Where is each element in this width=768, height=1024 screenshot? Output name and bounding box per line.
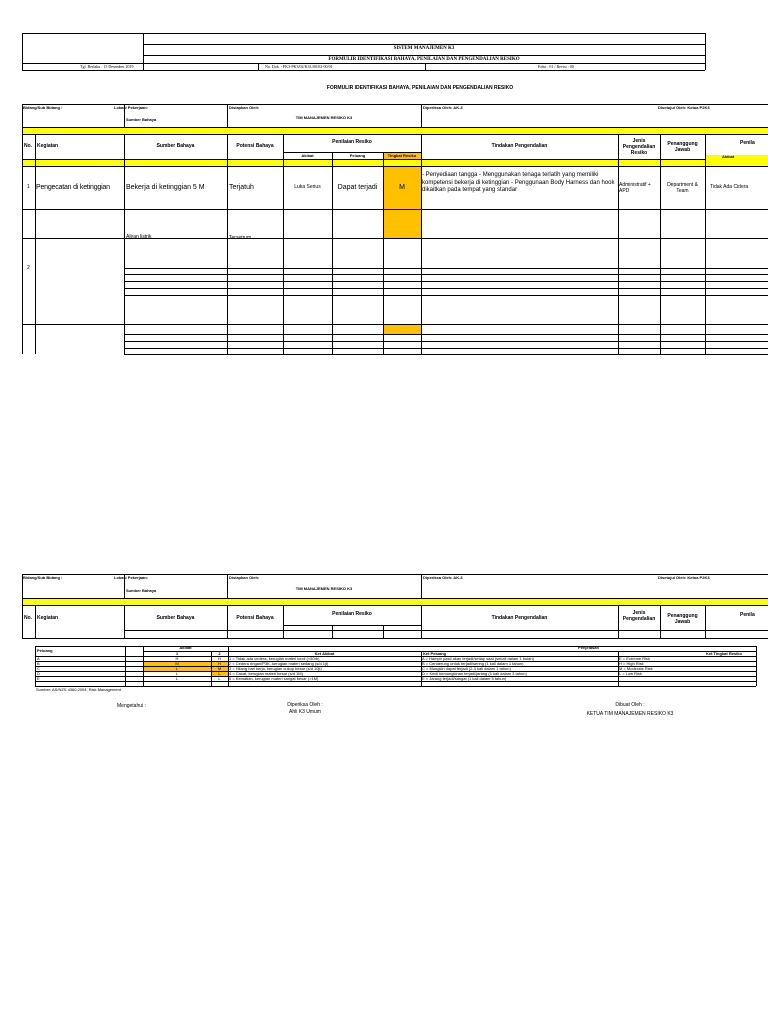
document-number: No. Dok. : FK3-PK3/02/K3L/00/02-00/01 <box>265 64 333 69</box>
disetujui-label: Disetujui Oleh: Ketua P2K3 <box>658 105 710 110</box>
peluang-note: A = Hampir pasti akan terjadi/setiap saat (sekali dalam 1 bulan) <box>422 656 534 661</box>
bidang-label: Bidang/Sub Bidang : <box>23 105 63 110</box>
legend-peluang: Peluang <box>37 648 53 653</box>
legend-val1: L <box>175 671 179 676</box>
p2-col-penanggung: Penanggung Jawab <box>667 613 698 625</box>
col-penilaian-cut: Penila <box>740 140 755 146</box>
legend-letter: E <box>37 676 40 681</box>
col-penanggung: Penanggung Jawab <box>667 141 698 153</box>
p2-disiapkan: Disiapkan Oleh: <box>229 575 260 580</box>
diperiksa-role: Ahli K3 Umum <box>289 709 321 715</box>
legend-val2: L <box>218 671 221 676</box>
akibat-note: 3 = Hilang hari kerja, kerugian cukup besar (s/d 10jt) <box>229 666 322 671</box>
legend-letter: D <box>37 671 40 676</box>
p2-col-jenis: Jenis Pengendalian <box>622 610 656 622</box>
row1-tindakan: - Penyediaan tangga - Menggunakan tenaga terlatih yang memiliki kompetensi bekerja di ketinggian - Penggunaan Body Harness dan hook dikaitkan pada tempat yang standar <box>422 172 615 193</box>
legend-col2: 2 <box>218 651 221 656</box>
legend-val1: H <box>175 656 179 661</box>
row2-no: 2 <box>27 265 30 271</box>
legend-akibat: Akibat <box>179 645 192 650</box>
akibat-note: 4 = Cacat, kerugian materi besar (s/d 1M) <box>229 671 303 676</box>
row1-tingkat: M <box>399 184 405 191</box>
p2-tim: TIM MANAJEMEN RESIKO K3 <box>295 586 353 591</box>
sumber-bahaya-label: Sumber Bahaya <box>126 117 157 122</box>
legend-val1: L <box>175 666 179 671</box>
col-tingkat: Tingkat Resiko <box>387 153 417 158</box>
document-title: FORMULIR IDENTIFIKASI BAHAYA, PENILAIAN DAN PENGENDALIAN RESIKO <box>326 85 514 91</box>
row1-penanggung: Department & Team <box>667 182 698 194</box>
p2-lokasi: Lokasi Pekerjaan: <box>114 575 149 580</box>
row1-jenis: Administratif + APD <box>619 182 651 194</box>
legend-letter: A <box>37 656 40 661</box>
tim-label: TIM MANAJEMEN RESIKO K3 <box>295 115 353 120</box>
p2-bidang: Bidang/Sub Bidang : <box>23 575 63 580</box>
row1b-sumber: Aliran listrik <box>126 234 152 240</box>
legend-val1: L <box>175 676 179 681</box>
p2-col-penilaian-cut: Penila <box>740 612 755 618</box>
row1-sumber: Bekerja di ketinggian 5 M <box>126 184 205 191</box>
mengetahui-label: Mengetahui : <box>117 703 146 709</box>
col-akibat-2: Akibat <box>722 154 735 159</box>
legend-letter: B <box>37 661 40 666</box>
diperiksa-label: Diperiksa Oleh: AK-3 <box>423 105 463 110</box>
tingkat-note: H = High Risk <box>619 661 644 666</box>
col-akibat: Akibat <box>301 153 314 158</box>
row1b-potensi: Tersetrum <box>229 235 252 241</box>
p2-col-tindakan: Tindakan Pengendalian <box>491 615 548 621</box>
legend-val1: M <box>175 661 179 666</box>
tingkat-note: L = Low Risk <box>619 671 642 676</box>
edition-revision: Edisi : 01 / Revisi : 00 <box>538 64 574 69</box>
legend-letter: C <box>37 666 40 671</box>
tingkat-note: E = Extreme Risk <box>619 656 651 661</box>
p2-col-kegiatan: Kegiatan <box>37 615 59 621</box>
row1-no: 1 <box>27 184 30 190</box>
effective-date: Tgl. Berlaku : 15 Desember 2019 <box>80 64 134 69</box>
col-sumber-bahaya: Sumber Bahaya <box>156 143 195 149</box>
legend-val2: H <box>218 661 221 666</box>
form-title: FORMULIR IDENTIFIKASI BAHAYA, PENILAIAN DAN PENGENDALIAN RESIKO <box>328 57 520 62</box>
row1-kegiatan: Pengecatan di ketinggian <box>36 184 110 191</box>
row1-tail: Tidak Ada Cidera <box>710 184 749 190</box>
akibat-note: 5 = Kematian, kerugian materi sangat besar (>1M) <box>229 676 319 681</box>
p2-col-sumber: Sumber Bahaya <box>156 615 195 621</box>
disiapkan-label: Disiapkan Oleh: <box>229 105 260 110</box>
col-kegiatan: Kegiatan <box>37 143 59 149</box>
diperiksa-sign-label: Diperiksa Oleh : <box>287 702 323 708</box>
peluang-note: B = Cenderung untuk terjadi/sering (1 kali dalam 1 tahun) <box>422 661 524 666</box>
dibuat-label: Dibuat Oleh : <box>615 702 645 708</box>
tingkat-note: M = Moderate Risk <box>619 666 653 671</box>
p2-col-penilaian: Penilaian Resiko <box>332 611 372 617</box>
row1-akibat: Luka Serius <box>294 184 321 190</box>
p2-diperiksa: Diperiksa Oleh: AK-3 <box>423 575 463 580</box>
p2-sumber: Sumber Bahaya <box>126 588 157 593</box>
legend-penjelasan: Penjelasan <box>578 645 599 650</box>
p2-disetujui: Disetujui Oleh: Ketua P2K3 <box>658 575 710 580</box>
col-jenis: Jenis Pengendalian Resiko <box>622 138 656 156</box>
legend-ket-peluang: Ket Peluang <box>423 651 447 656</box>
col-tindakan: Tindakan Pengendalian <box>491 143 548 149</box>
legend-val2: H <box>218 656 221 661</box>
legend-val2: L <box>218 676 221 681</box>
legend-source: Sumber: AS/NZS 4360:2004, Risk Management <box>36 687 121 692</box>
system-title: SISTEM MANAJEMEN K3 <box>393 46 455 51</box>
peluang-note: C = Mungkin dapat terjadi (2-3 kali dalam 1 tahun) <box>422 666 511 671</box>
legend-col1: 1 <box>175 651 179 656</box>
legend-ket-tingkat: Ket Tingkat Resiko <box>706 651 742 656</box>
col-peluang: Peluang <box>349 153 366 158</box>
akibat-note: 2 = Cedera ringan/P3K, kerugian materi sedang (s/d 1jt) <box>229 661 329 666</box>
legend-val2: M <box>217 666 222 671</box>
col-no: No. <box>24 143 33 149</box>
col-penilaian-resiko: Penilaian Resiko <box>332 139 372 145</box>
lokasi-label: Lokasi Pekerjaan: <box>114 105 149 110</box>
legend-ket-akibat: Ket Akibat <box>314 651 335 656</box>
akibat-note: 1 = Tidak ada cedera, kerugian materi kecil (<50rb) <box>229 656 320 661</box>
p2-col-potensi: Potensi Bahaya <box>236 615 274 621</box>
row1-peluang: Dapat terjadi <box>337 184 378 191</box>
col-potensi-bahaya: Potensi Bahaya <box>236 143 274 149</box>
peluang-note: E = Jarang terjadi/sangat (1 kali dalam 5 tahun) <box>422 676 507 681</box>
dibuat-role: KETUA TIM MANAJEMEN RESIKO K3 <box>586 711 674 717</box>
peluang-note: D = Kecil kemungkinan terjadi/jarang (1 kali dalam 3 tahun) <box>422 671 527 676</box>
p2-col-no: No. <box>24 615 33 621</box>
row1-potensi: Terjatuh <box>229 184 254 191</box>
